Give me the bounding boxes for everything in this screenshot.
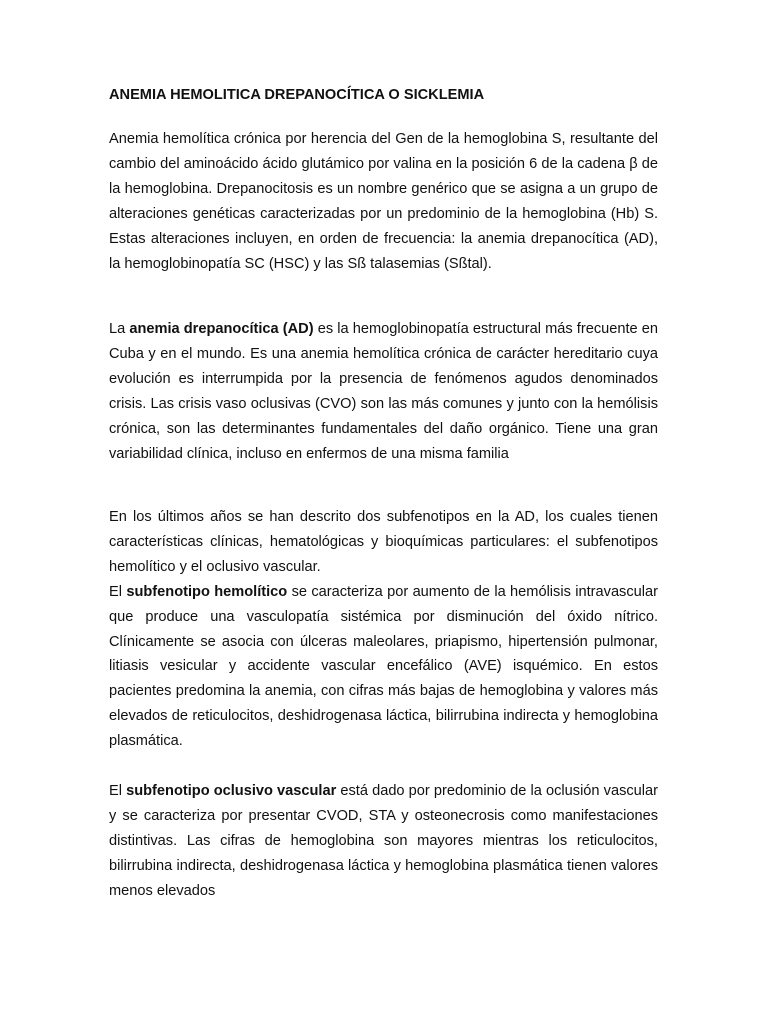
paragraph-3 <box>109 505 658 754</box>
paragraph-3-bold-term: subfenotipo hemolítico <box>126 583 288 600</box>
paragraph-3-lead: El <box>109 583 122 600</box>
paragraph-2-lead: La <box>109 321 126 337</box>
paragraph-1: Anemia hemolítica crónica por herencia del Gen de la hemoglobina S, resultante del cambio del aminoácido ácido glutámico por valina en la posición 6 de la cadena β de la hemoglobina. Drepanocitosis es un nombre genérico que se asigna a un grupo de alteraciones genéticas caracterizadas por un predominio de la hemoglobina (Hb) S. Estas alteraciones incluyen, en orden de frecuencia: la anemia drepanocítica (AD), la hemoglobinopatía SC (HSC) y las Sß talasemias (Sßtal). <box>109 131 658 272</box>
paragraph-4-body: está dado por predominio de la oclusión vascular y se caracteriza por presentar CVOD, STA y osteonecrosis como manifestaciones distintivas. Las cifras de hemoglobina son mayores mientras los reticulocitos, bilirrubina indirecta, deshidrogenasa láctica y hemoglobina plasmática tienen valores menos elevados <box>109 783 658 899</box>
paragraph-4-lead: El <box>109 783 122 799</box>
paragraph-4-bold-term: subfenotipo oclusivo vascular <box>126 783 337 799</box>
paragraph-4 <box>109 779 658 904</box>
paragraph-2 <box>109 317 658 466</box>
paragraph-2-body: es la hemoglobinopatía estructural más frecuente en Cuba y en el mundo. Es una anemia hemolítica crónica de carácter hereditario cuya evolución es interrumpida por la presencia de fenómenos agudos denominados crisis. Las crisis vaso oclusivas (CVO) son las más comunes y junto con la hemólisis crónica, son las determinantes fundamentales del daño orgánico. Tiene una gran variabilidad clínica, incluso en enfermos de una misma familia <box>109 321 658 462</box>
paragraph-2-bold-term: anemia drepanocítica (AD) <box>129 321 314 337</box>
document-title: ANEMIA HEMOLITICA DREPANOCÍTICA O SICKLEMIA <box>109 87 485 103</box>
paragraph-3-body: se caracteriza por aumento de la hemólisis intravascular que produce una vasculopatía sistémica por disminución del óxido nítrico. Clínicamente se asocia con úlceras maleolares, priapismo, hipertensión pulmonar, litiasis vesicular y accidente vascular encefálico (AVE) isquémico. En estos pacientes predomina la anemia, con cifras más bajas de hemoglobina y valores más elevados de reticulocitos, deshidrogenasa láctica, bilirrubina indirecta y hemoglobina plasmática. <box>109 583 658 750</box>
paragraph-3-intro: En los últimos años se han descrito dos subfenotipos en la AD, los cuales tienen características clínicas, hematológicas y bioquímicas particulares: el subfenotipos hemolítico y el oclusivo vascular. <box>109 509 658 575</box>
